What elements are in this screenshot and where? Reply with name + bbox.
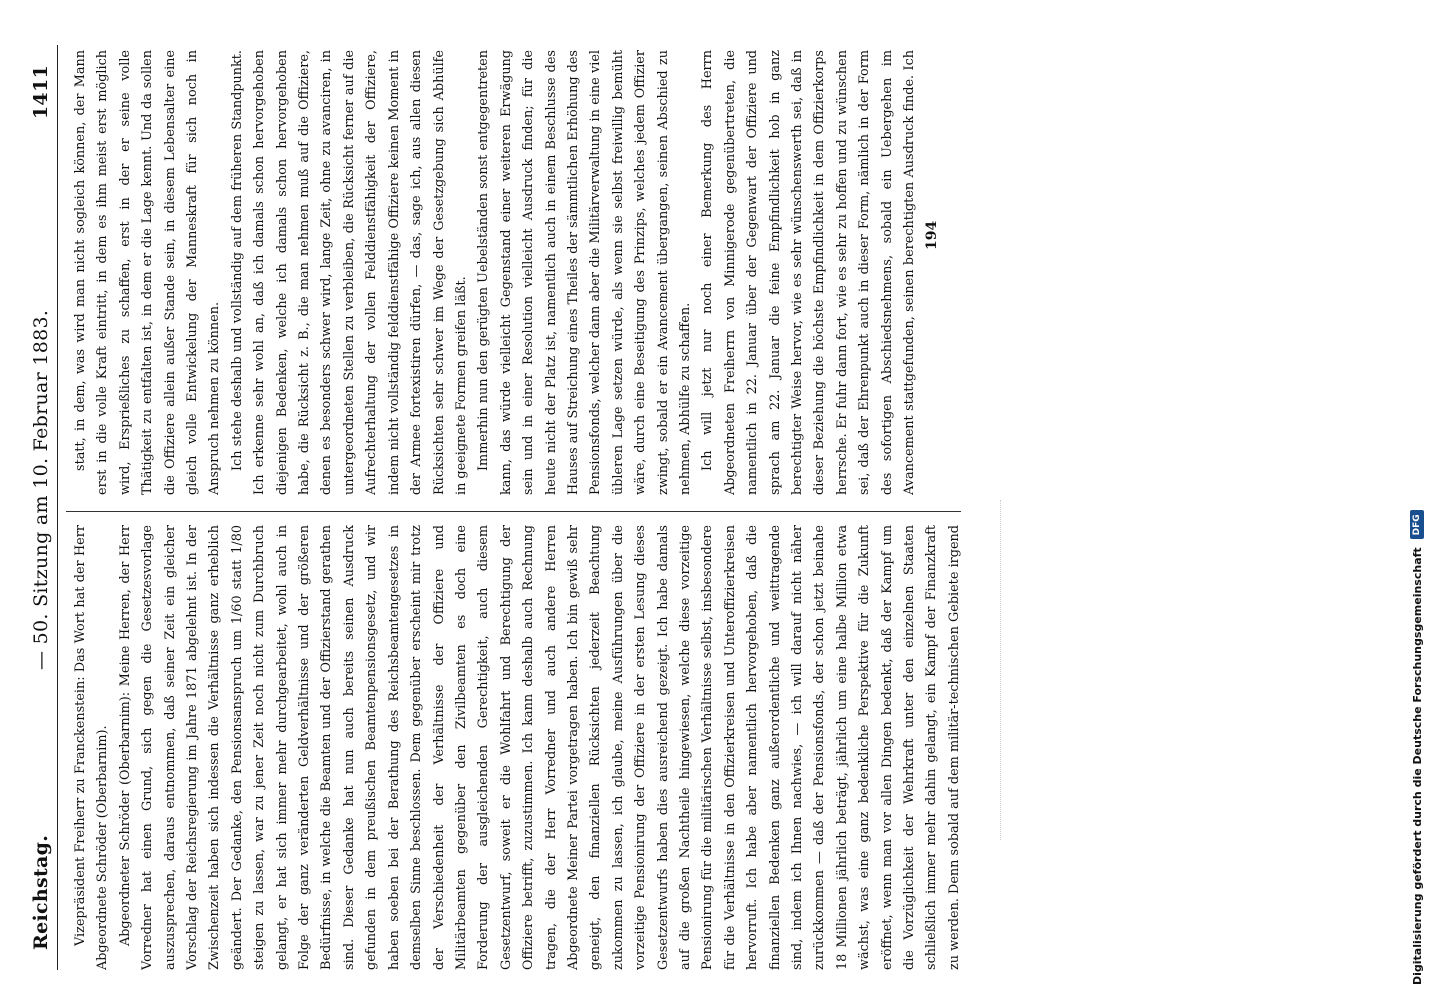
dfg-logo: DFG xyxy=(1410,510,1424,539)
right-paragraph-1: statt, in dem, was wird man nicht sogleich können, der Mann erst in die volle Kraft eintritt, in dem es ihm meist erst möglich wird, Ersprießliches zu schaffen, erst in der er seine volle Thätigkeit zu entfalten ist, in dem er die Lage kennt. Und da sollen die Offiziere allein außer Stande sein, in diesem Lebensalter eine gleich volle Entwickelung der Manneskraft für sich noch in Anspruch nehmen zu können. xyxy=(73,50,223,495)
sheet-signature: 194 xyxy=(924,220,940,250)
header-rule xyxy=(57,45,58,970)
left-column xyxy=(70,525,970,970)
header-center: — 50. Sitzung am 10. Februar 1883. xyxy=(30,309,52,670)
page-header xyxy=(20,45,58,970)
column-divider xyxy=(66,511,961,512)
page-number: 1411 xyxy=(30,65,52,120)
right-paragraph-4: Ich will jetzt nur noch einer Bemerkung des Herrn Abgeordneten Freiherrn von Minnigerode gegenübertreten, die namentlich in 22. Januar über der Gegenwart der Offiziere und sprach am 22. Januar die feine Empfindlichkeit hob in ganz berechtigter Weise hervor, wie es sehr wünschenswerth sei, daß in dieser Beziehung die höchste Empfindlichkeit in dem Offizierkorps herrsche. Er fuhr dann fort, wie es sehr zu hoffen und zu wünschen sei, daß der Ehrenpunkt auch in dieser Form, nämlich in der Form des sofortigen Abschiedsnehmens, sobald ein Uebergehen im Avancement stattgefunden, seinen berechtigten Ausdruck finde. Ich xyxy=(700,50,918,495)
header-left: Reichstag. xyxy=(30,834,52,950)
left-paragraph-1: Vizepräsident Freiherr zu Franckenstein: Das Wort hat der Herr Abgeordnete Schröder (Oberbarnim). xyxy=(73,525,111,970)
rotated-page xyxy=(20,25,1432,990)
right-column xyxy=(70,50,920,495)
scan-edge-artifact xyxy=(1000,500,1003,840)
dfg-notice-text: Digitalisierung gefördert durch die Deutsche Forschungsgemeinschaft xyxy=(1410,547,1424,985)
left-paragraph-2: Abgeordneter Schröder (Oberbarnim): Meine Herren, der Herr Vorredner hat einen Grund, sich gegen die Gesetzesvorlage auszusprechen, daraus entnommen, daß seiner Zeit ein gleicher Vorschlag der Reichsregierung im Jahre 1871 abgelehnt ist. In der Zwischenzeit haben sich indessen die Verhältnisse ganz erheblich geändert. Der Gedanke, den Pensionsanspruch um 1/60 statt 1/80 steigen zu lassen, war zu jener Zeit noch nicht zum Durchbruch gelangt, er hat sich immer mehr durchgearbeitet, wohl auch in Folge der ganz veränderten Geldverhältnisse und der größeren Bedürfnisse, in welche die Beamten und der Offizierstand gerathen sind. Dieser Gedanke hat nun auch bereits seinen Ausdruck gefunden in dem preußischen Beamtenpensionsgesetz, und wir haben soeben bei der Berathung des Reichsbeamtengesetzes in demselben Sinne beschlossen. Dem gegenüber erscheint mir trotz der Verschiedenheit der Verhältnisse der Offiziere und Militärbeamten gegenüber den Zivilbeamten es doch eine Forderung der ausgleichenden Gerechtigkeit, auch diesem Gesetzentwurf, soweit er die Wohlfahrt und Berechtigung der Offiziere betrifft, zuzustimmen. Ich kann deshalb auch Rechnung tragen, die der Herr Vorredner und auch andere Herren Abgeordnete Meiner Partei vorgetragen haben. Ich bin gewiß sehr geneigt, den finanziellen Rücksichten jederzeit Beachtung zukommen zu lassen, ich glaube, meine Ausführungen über die vorzeitige Pensionirung der Offiziere in der ersten Lesung dieses Gesetzentwurfs haben dies ausreichend gezeigt. Ich habe damals auf die großen Nachtheile hingewiesen, welche diese vorzeitige Pensionirung für die militärischen Verhältnisse selbst, insbesondere für die Verhältnisse in den Offizierkreisen und Unteroffizierkreisen hervorruft. Ich habe aber namentlich hervorgehoben, daß die finanziellen Bedenken ganz außerordentliche und weittragende sind, indem ich Ihnen nachwies, — ich will darauf nicht näher zurückkommen — daß der Pensionsfonds, der schon jetzt beinahe 18 Millionen jährlich beträgt, jährlich um eine halbe Million etwa wächst, was eine ganz bedenkliche Perspektive für die Zukunft eröffnet, wenn man vor allen Dingen bedenkt, daß der Kampf um die Vorzüglichkeit der Wehrkraft unter den einzelnen Staaten schließlich immer mehr dahin gelangt, ein Kampf der Finanzkraft zu werden. Denn sobald auf dem militär-technischen Gebiete irgend xyxy=(117,525,962,970)
right-paragraph-3: Immerhin nun den gerügten Uebelständen sonst entgegentreten kann, das würde vielleicht Gegenstand einer weiteren Erwägung sein und in einer Resolution vielleicht Ausdruck finden; für die heute nicht der Platz ist, namentlich auch in einem Beschlusse des Hauses auf Streichung eines Theiles der sämmtlichen Erhöhung des Pensionsfonds, welcher dann aber die Militärverwaltung in eine viel übleren Lage setzen würde, als wenn sie selbst freiwillig bemüht wäre, durch eine Beseitigung des Prinzips, welches jedem Offizier zwingt, sobald er ein Avancement übergangen, seinen Abschied zu nehmen, Abhülfe zu schaffen. xyxy=(476,50,693,495)
dfg-notice xyxy=(1404,5,1430,985)
right-paragraph-2: Ich stehe deshalb und vollständig auf dem früheren Standpunkt. Ich erkenne sehr wohl an, daß ich damals schon hervorgehoben diejenigen Bedenken, welche ich damals schon hervorgehoben habe, die Rücksicht z. B., die man nehmen muß auf die Offiziere, denen es besonders schwer wird, lange Zeit, ohne zu avanciren, in untergeordneten Stellen zu verbleiben, die Rücksicht ferner auf die Aufrechterhaltung der vollen Felddienstfähigkeit der Offiziere, indem nicht vollständig felddienstfähige Offiziere keinen Moment in der Armee fortexistiren dürfen, — das, sage ich, aus allen diesen Rücksichten sehr schwer im Wege der Gesetzgebung sich Abhülfe in geeignete Formen greifen läßt. xyxy=(229,50,469,495)
